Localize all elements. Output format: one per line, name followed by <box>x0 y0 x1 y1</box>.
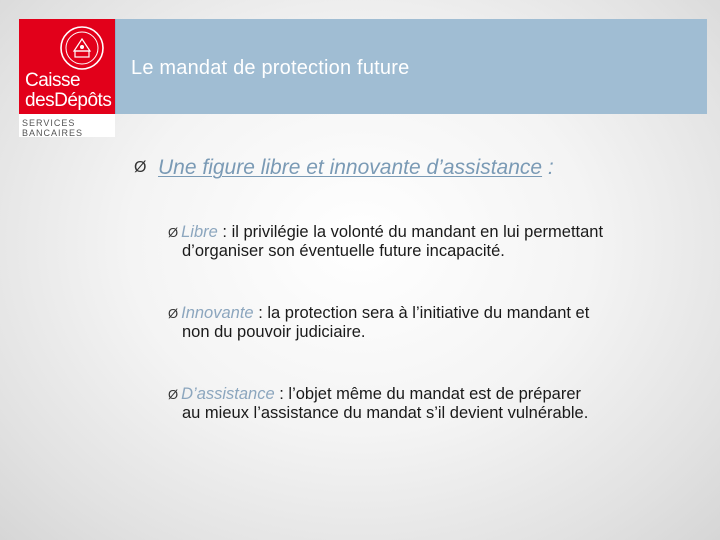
slide-title: Le mandat de protection future <box>131 57 410 79</box>
logo-text-line2: desDépôts <box>25 90 112 111</box>
seal-icon <box>59 25 105 71</box>
caisse-des-depots-logo <box>19 19 115 137</box>
main-bullet-suffix: : <box>542 156 554 179</box>
arrow-bullet-icon: Ø <box>168 306 179 321</box>
logo-subtitle-line1: SERVICES <box>22 118 76 128</box>
sub-bullet-line1: : l’objet même du mandat est de préparer <box>274 385 582 403</box>
logo-subtitle <box>22 118 83 138</box>
logo-subtitle-line2: BANCAIRES <box>22 128 84 138</box>
sub-bullet-term: Innovante <box>181 304 254 322</box>
main-bullet-text <box>158 156 554 180</box>
sub-bullet-innovante <box>168 304 708 342</box>
sub-bullet-line2: non du pouvoir judiciaire. <box>182 323 366 341</box>
header-bar <box>115 19 707 114</box>
sub-bullet-assistance <box>168 385 708 423</box>
sub-bullet-term: Libre <box>181 223 218 241</box>
logo-text-line1: Caisse <box>25 70 81 91</box>
sub-bullet-line1: : la protection sera à l’initiative du mandant et <box>253 304 590 322</box>
arrow-bullet-icon: Ø <box>168 387 179 402</box>
sub-bullet-line2: d’organiser son éventuelle future incapacité. <box>182 242 505 260</box>
arrow-bullet-icon: Ø <box>168 225 179 240</box>
main-bullet-heading: Une figure libre et innovante d’assistance <box>158 156 543 179</box>
logo-red-panel <box>19 19 115 114</box>
arrow-bullet-icon: Ø <box>134 159 147 176</box>
sub-bullet-line2: au mieux l’assistance du mandat s’il devient vulnérable. <box>182 404 589 422</box>
sub-bullet-libre <box>168 223 708 261</box>
sub-bullet-line1: : il privilégie la volonté du mandant en lui permettant <box>217 223 604 241</box>
sub-bullet-term: D’assistance <box>181 385 275 403</box>
